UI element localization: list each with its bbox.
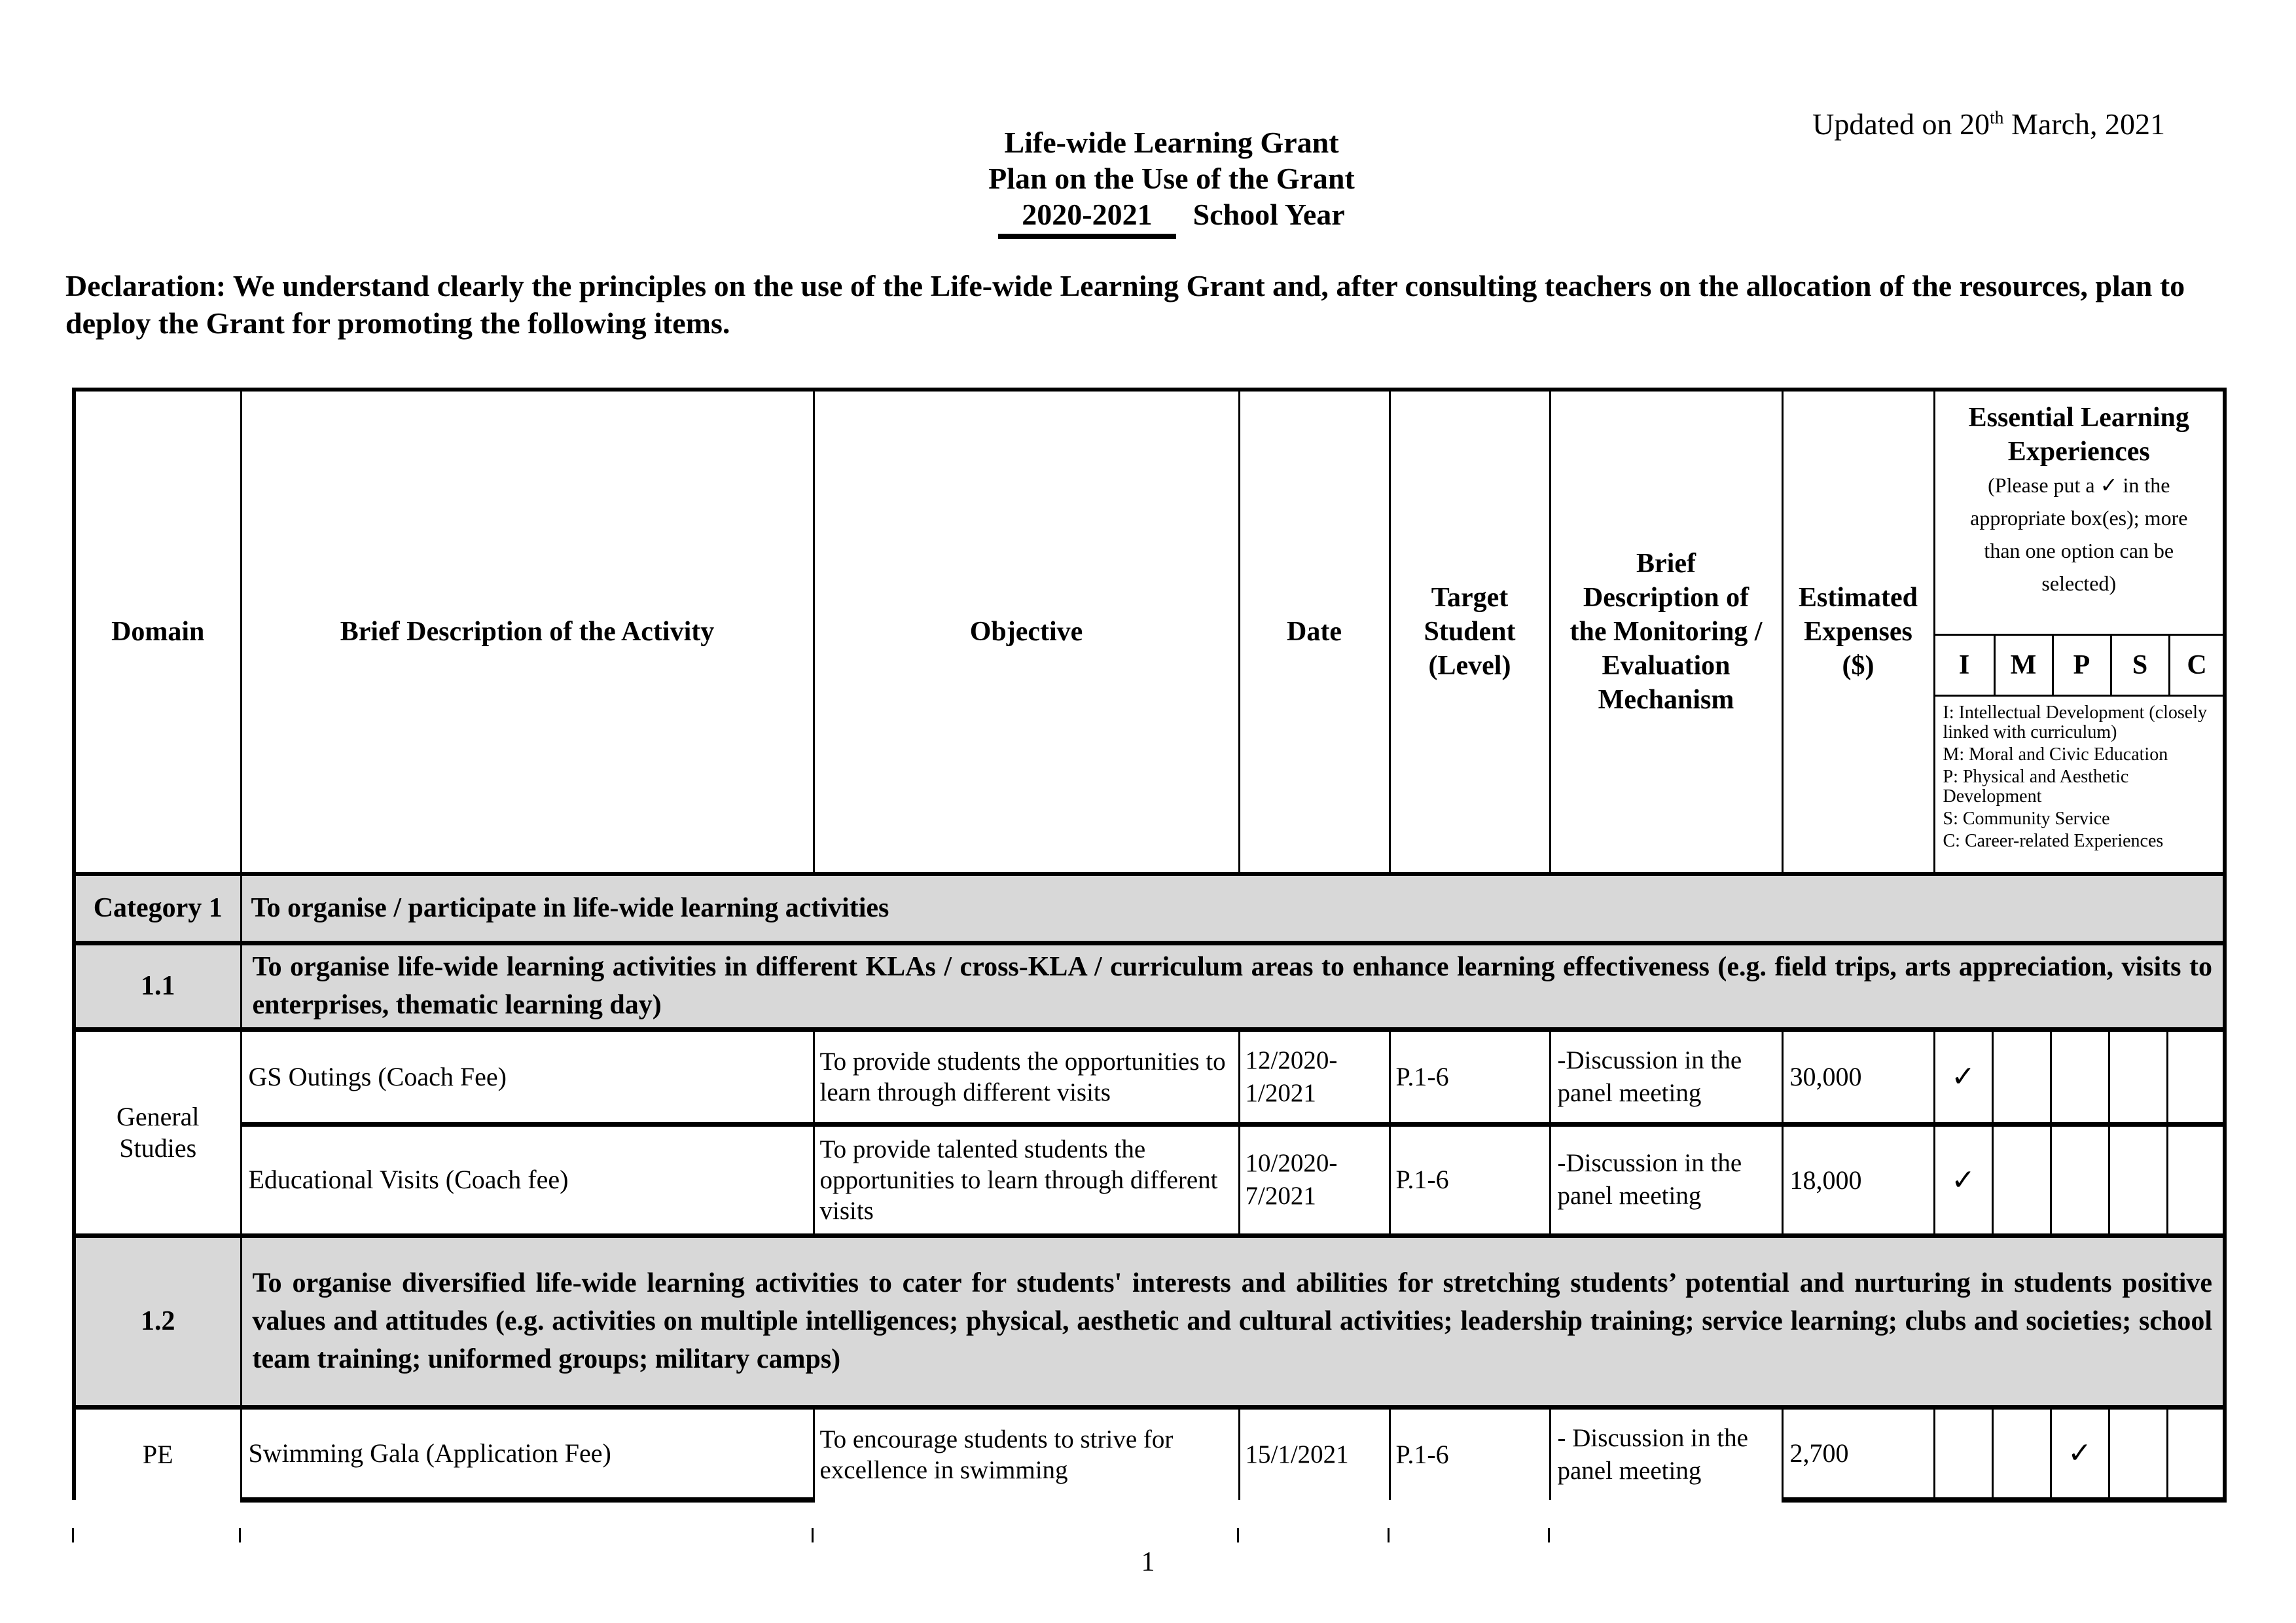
ele-column-letters (1935, 634, 2223, 697)
category-1-label: Category 1 (74, 874, 241, 943)
page-break-column-stub (1237, 1528, 1239, 1542)
declaration-paragraph: Declaration: We understand clearly the principles on the use of the Life-wide Learning Grant and, after consulting teachers on the allocation of the resources, plan to deploy the Grant for promoting the following items. (65, 269, 2185, 340)
page-break-column-stub (72, 1528, 74, 1542)
section-1-2-label: 1.2 (74, 1235, 241, 1407)
row-expenses: 2,700 (1782, 1407, 1934, 1500)
section-1-1-row (74, 943, 2225, 1029)
section-1-2-row (74, 1235, 2225, 1407)
school-year-underlined: 2020-2021 (998, 196, 1175, 239)
check-cell-C (2167, 1407, 2225, 1500)
row-activity: GS Outings (Coach Fee) (241, 1029, 814, 1124)
header-objective: Objective (814, 390, 1239, 874)
header-monitoring: Brief Description of the Monitoring / Evaluation Mechanism (1550, 390, 1782, 874)
check-cell-S (2109, 1029, 2167, 1124)
page-break-column-stub (1548, 1528, 1550, 1542)
check-cell-M (1992, 1029, 2051, 1124)
row-objective: To provide talented students the opportunities to learn through different visits (814, 1124, 1239, 1235)
row-target-student: P.1-6 (1390, 1029, 1550, 1124)
ele-header-top (1935, 392, 2223, 634)
title-line-2: Plan on the Use of the Grant (988, 162, 1355, 195)
ele-legend (1935, 697, 2223, 851)
school-year-label: School Year (1193, 198, 1345, 231)
row-expenses: 18,000 (1782, 1124, 1934, 1235)
title-line-3 (72, 196, 2271, 239)
category-1-row (74, 874, 2225, 943)
row-target-student: P.1-6 (1390, 1407, 1550, 1500)
check-cell-P (2051, 1029, 2109, 1124)
ele-col-M: M (1994, 636, 2052, 695)
section-1-1-text: To organise life-wide learning activities in different KLAs / cross-KLA / curriculum areas to enhance learning effectiveness (e.g. field trips, arts appreciation, visits to enterprises, thematic learning day) (241, 943, 2225, 1029)
row-monitoring: -Discussion in the panel meeting (1550, 1029, 1782, 1124)
check-cell-P: ✓ (2051, 1407, 2109, 1500)
table-header-row (74, 390, 2225, 874)
page-break-column-stub (1388, 1528, 1390, 1542)
row-expenses: 30,000 (1782, 1029, 1934, 1124)
check-cell-I: ✓ (1934, 1124, 1992, 1235)
table-row (74, 1124, 2225, 1235)
ele-legend-career: C: Career-related Experiences (1943, 831, 2164, 851)
row-objective: To encourage students to strive for excellence in swimming (814, 1407, 1239, 1500)
title-line-1: Life-wide Learning Grant (1004, 126, 1339, 159)
section-1-1-label: 1.1 (74, 943, 241, 1029)
check-cell-S (2109, 1124, 2167, 1235)
ele-col-P: P (2052, 636, 2110, 695)
ele-title: Essential Learning Experiences (1968, 403, 2189, 467)
section-1-2-text: To organise diversified life-wide learning activities to cater for students' interests and abilities for stretching students’ potential and nurturing in students positive values and attitudes (e.g. activities on multiple intelligences; physical, aesthetic and cultural activities; leadership training; service learning; clubs and societies; school team training; uniformed groups; military camps) (241, 1235, 2225, 1407)
row-date: 12/2020-1/2021 (1239, 1029, 1390, 1124)
row-date: 15/1/2021 (1239, 1407, 1390, 1500)
header-date: Date (1239, 390, 1390, 874)
grant-plan-table-wrapper (72, 388, 2227, 1503)
check-cell-I: ✓ (1934, 1029, 1992, 1124)
updated-date-ordinal: th (1989, 107, 2004, 128)
grant-plan-table (72, 388, 2227, 1503)
page-break-column-stub (812, 1528, 814, 1542)
check-cell-M (1992, 1124, 2051, 1235)
updated-date-suffix: March, 2021 (2003, 107, 2165, 141)
row-activity: Educational Visits (Coach fee) (241, 1124, 814, 1235)
row-domain: General Studies (74, 1029, 241, 1235)
check-cell-M (1992, 1407, 2051, 1500)
header-target-student: Target Student (Level) (1390, 390, 1550, 874)
row-objective: To provide students the opportunities to learn through different visits (814, 1029, 1239, 1124)
header-expenses: Estimated Expenses ($) (1782, 390, 1934, 874)
header-activity: Brief Description of the Activity (241, 390, 814, 874)
check-cell-P (2051, 1124, 2109, 1235)
page-number: 1 (1141, 1547, 1155, 1577)
ele-col-C: C (2168, 636, 2224, 695)
row-monitoring: - Discussion in the panel meeting (1550, 1407, 1782, 1500)
page-break-column-stub (239, 1528, 241, 1542)
ele-legend-physical: P: Physical and Aesthetic Development (1943, 767, 2129, 807)
ele-legend-moral: M: Moral and Civic Education (1943, 744, 2168, 765)
check-cell-I (1934, 1407, 1992, 1500)
ele-col-S: S (2110, 636, 2168, 695)
ele-legend-community: S: Community Service (1943, 809, 2110, 829)
header-essential-learning-experiences (1934, 390, 2225, 874)
ele-legend-intellectual: I: Intellectual Development (closely linked with curriculum) (1943, 702, 2208, 742)
check-cell-C (2167, 1029, 2225, 1124)
document-title (72, 124, 2271, 239)
row-activity: Swimming Gala (Application Fee) (241, 1407, 814, 1500)
row-monitoring: -Discussion in the panel meeting (1550, 1124, 1782, 1235)
check-cell-S (2109, 1407, 2167, 1500)
table-row (74, 1407, 2225, 1500)
row-domain: PE (74, 1407, 241, 1500)
updated-date-prefix: Updated on 20 (1812, 107, 1990, 141)
row-target-student: P.1-6 (1390, 1124, 1550, 1235)
category-1-text: To organise / participate in life-wide learning activities (241, 874, 2225, 943)
ele-col-I: I (1958, 650, 1970, 680)
row-date: 10/2020-7/2021 (1239, 1124, 1390, 1235)
header-domain: Domain (74, 390, 241, 874)
check-cell-C (2167, 1124, 2225, 1235)
table-row (74, 1029, 2225, 1124)
ele-note: (Please put a ✓ in the appropriate box(es); more than one option can be selected) (1970, 473, 2188, 595)
